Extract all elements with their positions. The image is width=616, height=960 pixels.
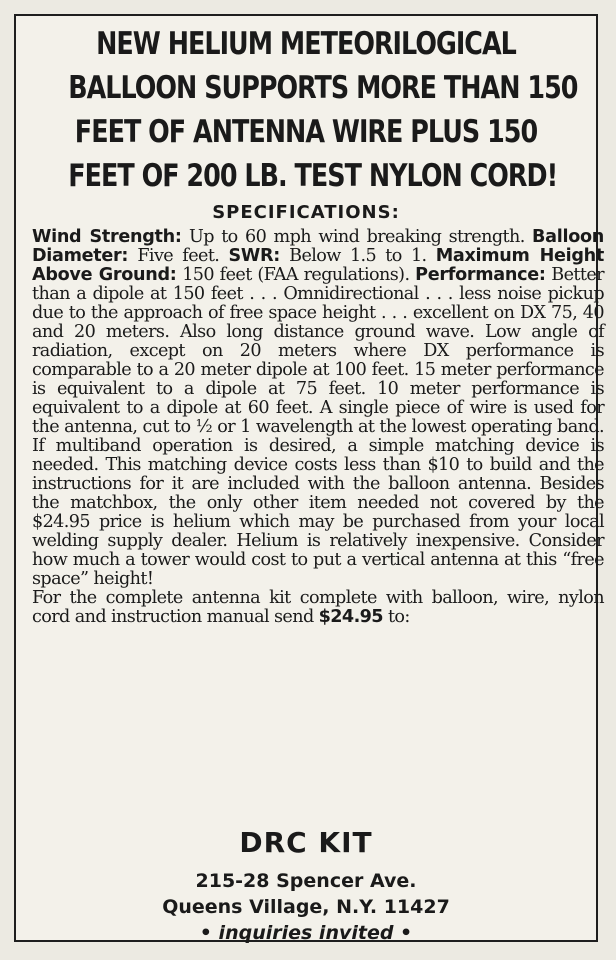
wind-strength-label: Wind Strength: [32,227,182,247]
order-suffix: to: [387,607,410,627]
headline-line: FEET OF ANTENNA WIRE PLUS 150 [74,114,538,150]
headline-line: BALLOON SUPPORTS MORE THAN 150 [68,70,578,106]
headline-line: NEW HELIUM METEORILOGICAL [96,26,516,62]
headline-line: FEET OF 200 LB. TEST NYLON CORD! [68,158,558,194]
max-height-label: Maximum Height Above Ground: [32,246,604,285]
balloon-diameter-text: Five feet. [137,246,220,266]
advertisement-frame [14,14,604,944]
company-name: DRC KIT [239,826,373,859]
max-height-text: 150 feet (FAA regulations). [182,265,410,285]
balloon-diameter-label: Balloon Diameter: [32,227,604,266]
company-address [16,868,596,946]
swr-text: Below 1.5 to 1. [289,246,427,266]
headline [68,22,578,198]
specifications-body [32,228,604,627]
order-price: $24.95 [318,607,383,627]
swr-label: SWR: [228,246,280,266]
inquiries-note: • inquiries invited • [199,922,413,944]
performance-text: Better than a dipole at 150 feet . . . Omnidirectional . . . less noise pickup due to the approach of free space height . . . excellent on DX 75, 40 and 20 meters. Also long distance ground wave. Low angle of radiation, except on 20 meters where DX performance is comparable to a 20 meter dipole at 100 feet. 15 meter performance is equivalent to a dipole at 75 feet. 10 meter performance is equivalent to a dipole at 60 feet. A single piece of wire is used for the antenna, cut to ½ or 1 wavelength at the lowest operating band. If multiband operation is desired, a simple matching device is needed. This matching device costs less than $10 to build and the instructions for it are included with the balloon antenna. Besides the matchbox, the only other item needed not covered by the $24.95 price is helium which may be purchased from your local welding supply dealer. Helium is relatively inexpensive. Consider how much a tower would cost to put a vertical antenna at this “free space” height! [32,265,604,589]
specifications-heading: SPECIFICATIONS: [212,202,400,223]
performance-label: Performance: [415,265,546,285]
street-address: 215-28 Spencer Ave. [195,870,417,892]
city-address: Queens Village, N.Y. 11427 [162,896,450,918]
order-text: For the complete antenna kit complete with balloon, wire, nylon cord and instruction manual send [32,588,604,627]
wind-strength-text: Up to 60 mph wind breaking strength. [188,227,525,247]
